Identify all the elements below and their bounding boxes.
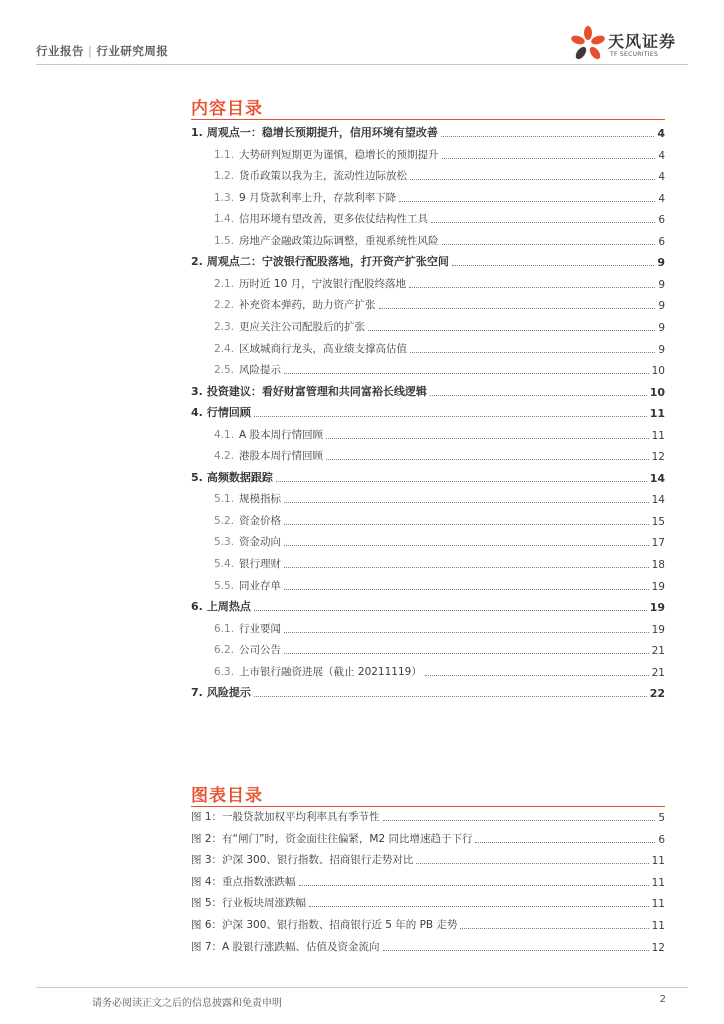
toc-entry-page: 15 [651,515,665,528]
toc-entry-number: 6.2. [214,644,235,657]
toc-entry-label [214,534,281,549]
toc-entry-text: 行情回顾 [206,406,251,420]
toc-entry-label [214,319,365,334]
toc-entry-text: 公司公告 [239,644,282,657]
toc-entry-number: 6.3. [214,665,235,678]
toc-entry-text: 房地产金融政策边际调整，重视系统性风险 [239,234,439,247]
toc-entry-number: 1.4. [214,213,235,226]
page-number: 2 [659,994,666,1005]
toc-section-entry[interactable] [214,232,665,248]
figure-entry-text: 图 3：沪深 300、银行指数、招商银行走势对比 [191,854,414,867]
toc-section-entry[interactable] [214,340,665,356]
figure-leader-dots [475,842,655,843]
toc-leader-dots [284,545,649,546]
figure-entry-text: 图 6：沪深 300、银行指数、招商银行近 5 年的 PB 走势 [191,919,458,931]
toc-entry-text: 货币政策以我为主，流动性边际放松 [239,170,408,183]
figure-leader-dots [383,820,656,821]
toc-entry-number: 1.1. [214,148,235,161]
logo-english-name: TF SECURITIES [610,51,659,58]
figure-leader-dots [299,885,649,886]
toc-entry-page: 17 [651,537,665,550]
toc-leader-dots [425,675,649,676]
toc-entry-text: 大势研判短期更为谨慎，稳增长的预期提升 [239,148,439,161]
figure-list-entry[interactable] [191,830,665,846]
toc-entry-number: 7. [191,686,203,700]
toc-entry-label [214,642,281,657]
header-breadcrumb [36,43,168,59]
toc-entry-label [214,168,407,183]
figure-leader-dots [460,928,648,929]
toc-entry-page: 9 [658,343,665,356]
toc-entry-number: 5.5. [214,579,235,592]
toc-section-entry[interactable] [214,663,665,679]
toc-entry-text: 资金价格 [239,514,282,527]
footer-disclaimer: 请务必阅读正文之后的信息披露和免责申明 [92,998,282,1009]
toc-section-entry[interactable] [214,447,665,463]
toc-leader-dots [284,632,649,633]
toc-entry-label [214,211,428,226]
toc-entry-label [214,491,281,506]
toc-entry-text: 高频数据跟踪 [206,470,273,484]
toc-entry-label [191,383,427,399]
toc-section-entry[interactable] [214,533,665,549]
toc-entry-label [214,190,396,205]
figure-entry-page: 11 [651,876,665,889]
figure-entry-page: 6 [658,833,665,846]
toc-entry-page: 6 [658,235,665,248]
toc-entry-label [214,556,281,571]
toc-entry-page: 19 [651,580,665,593]
toc-entry-page: 18 [651,559,665,571]
report-subtype: 行业研究周报 [96,44,169,58]
toc-entry-page: 10 [649,385,665,399]
toc-entry-page: 4 [658,171,665,184]
figure-leader-dots [416,863,648,864]
contents-title-rule [191,119,665,120]
toc-entry-text: 周观点二：宁波银行配股落地，打开资产扩张空间 [206,255,449,269]
toc-entry-page: 4 [658,149,665,162]
toc-entry-number: 5. [191,470,203,484]
toc-entry-number: 3. [191,384,203,398]
figure-entry-page: 11 [651,920,665,932]
toc-entry-text: 港股本周行情回顾 [239,450,324,463]
toc-entry-text: A 股本周行情回顾 [239,428,324,441]
toc-entry-number: 2.4. [214,342,235,355]
toc-entry-text: 同业存单 [239,579,282,592]
toc-leader-dots [326,459,649,460]
figure-entry-text: 图 4：重点指数涨跌幅 [191,875,296,888]
toc-entry-label [214,578,281,593]
toc-entry-text: 上市银行融资进展（截止 20211119） [239,665,422,678]
toc-entry-label [214,297,376,312]
toc-entry-page: 14 [649,471,665,485]
figure-list-entry[interactable] [191,873,665,889]
toc-entry-label [214,513,281,528]
header-divider-line [36,64,688,65]
toc-entry-number: 5.1. [214,493,235,506]
toc-leader-dots [326,438,649,439]
toc-entry-number: 5.4. [214,558,235,570]
toc-entry-number: 6.1. [214,622,235,635]
toc-leader-dots [284,589,649,590]
figure-entry-page: 11 [651,898,665,911]
toc-leader-dots [410,179,655,180]
toc-leader-dots [409,287,655,288]
toc-leader-dots [254,610,647,611]
toc-entry-page: 9 [658,300,665,313]
figure-leader-dots [309,906,649,907]
toc-leader-dots [284,653,649,654]
toc-entry-page: 14 [651,494,665,507]
toc-leader-dots [430,395,647,396]
toc-leader-dots [254,416,647,417]
figures-title-rule [191,806,665,807]
toc-entry-label [191,598,251,614]
toc-entry-page: 9 [657,256,665,270]
toc-entry-number: 5.2. [214,514,235,527]
toc-chapter-entry[interactable] [191,253,665,269]
toc-entry-label [191,404,251,420]
figure-entry-page: 12 [651,941,665,954]
toc-entry-label [214,448,323,463]
toc-chapter-entry[interactable] [191,684,665,700]
toc-entry-number: 1. [191,126,203,139]
figure-list-entry[interactable] [191,916,665,932]
toc-section-entry[interactable] [214,641,665,657]
logo-chinese-name: 天风证券 [608,32,677,51]
toc-entry-page: 11 [651,429,665,442]
toc-leader-dots [441,136,655,137]
toc-entry-label [214,147,439,162]
toc-entry-number: 4.1. [214,428,235,441]
toc-entry-number: 5.3. [214,536,235,549]
header-divider: | [88,44,93,58]
toc-chapter-entry[interactable] [191,469,665,485]
toc-entry-text: 银行理财 [239,558,282,570]
toc-entry-text: 规模指标 [239,493,282,506]
report-type: 行业报告 [36,44,84,58]
figure-entry-text: 图 5：行业板块周涨跌幅 [191,897,307,910]
toc-entry-label [191,124,438,140]
toc-section-entry[interactable] [214,555,665,571]
footer-divider-line [36,987,688,988]
toc-chapter-entry[interactable] [191,598,665,614]
toc-section-entry[interactable] [214,146,665,162]
toc-leader-dots [379,308,656,309]
toc-entry-label [214,233,439,248]
figure-entry-page: 11 [651,855,665,868]
toc-leader-dots [431,222,655,223]
toc-leader-dots [276,481,647,482]
toc-entry-label [214,362,281,377]
toc-section-entry[interactable] [214,296,665,312]
toc-entry-label [214,276,406,291]
toc-entry-number: 1.3. [214,191,235,204]
toc-entry-page: 9 [658,321,665,334]
toc-entry-label [191,253,449,269]
toc-chapter-entry[interactable] [191,383,665,399]
toc-section-entry[interactable] [214,318,665,334]
toc-entry-page: 19 [651,623,665,636]
toc-leader-dots [284,502,649,503]
toc-entry-number: 1.2. [214,170,235,183]
toc-entry-label [191,469,273,485]
toc-entry-page: 12 [651,451,665,464]
toc-section-entry[interactable] [214,167,665,183]
toc-leader-dots [442,158,656,159]
figures-title: 图表目录 [191,786,263,806]
toc-entry-page: 9 [658,278,665,291]
toc-entry-text: 风险提示 [239,364,282,377]
toc-leader-dots [284,524,649,525]
toc-entry-text: 信用环境有望改善，更多依仗结构性工具 [239,213,429,226]
toc-entry-page: 11 [649,407,665,421]
toc-entry-text: 历时近 10 月，宁波银行配股终落地 [239,277,407,290]
toc-entry-page: 4 [657,127,665,140]
toc-section-entry[interactable] [214,426,665,442]
toc-entry-text: 更应关注公司配股后的扩张 [239,320,366,333]
toc-entry-text: 资金动向 [239,536,282,549]
toc-entry-text: 行业要闻 [239,622,282,635]
toc-entry-page: 10 [651,365,665,378]
toc-entry-page: 4 [658,192,665,205]
figure-list-entry[interactable] [191,894,665,910]
toc-leader-dots [399,201,655,202]
toc-entry-label [214,621,281,636]
toc-entry-page: 21 [651,666,665,679]
toc-entry-text: 投资建议：看好财富管理和共同富裕长线逻辑 [206,384,427,398]
toc-entry-number: 1.5. [214,234,235,247]
toc-section-entry[interactable] [214,189,665,205]
figure-entry-text: 图 1：一般贷款加权平均利率具有季节性 [191,811,380,823]
toc-entry-number: 4.2. [214,450,235,463]
toc-section-entry[interactable] [214,620,665,636]
figure-list-entry[interactable] [191,851,665,867]
toc-entry-label [214,341,407,356]
toc-leader-dots [284,373,649,374]
toc-section-entry[interactable] [214,512,665,528]
toc-entry-number: 6. [191,600,203,614]
toc-entry-text: 周观点一：稳增长预期提升，信用环境有望改善 [206,126,438,139]
toc-section-entry[interactable] [214,361,665,377]
toc-entry-label [191,684,251,700]
toc-entry-text: 风险提示 [206,686,251,700]
toc-entry-label [214,427,323,442]
figure-leader-dots [383,950,649,951]
toc-entry-number: 2.5. [214,364,235,377]
figure-entry-page: 5 [658,812,665,824]
toc-leader-dots [452,265,655,266]
toc-entry-text: 区域城商行龙头，高业绩支撑高估值 [239,342,408,355]
figure-list-entry[interactable] [191,808,665,824]
toc-section-entry[interactable] [214,577,665,593]
toc-chapter-entry[interactable] [191,404,665,420]
figure-entry-text: 图 7：A 股银行涨跌幅、估值及资金流向 [191,940,380,953]
toc-leader-dots [442,244,656,245]
toc-entry-number: 2.1. [214,277,235,290]
toc-entry-text: 上周热点 [206,600,251,614]
toc-leader-dots [284,567,649,568]
toc-entry-label [214,664,422,679]
toc-entry-number: 2.2. [214,299,235,312]
figure-entry-text: 图 2：有“闸门”时，资金面往往偏紧，M2 同比增速趋于下行 [191,832,473,845]
toc-entry-number: 2.3. [214,320,235,333]
figure-list-entry[interactable] [191,938,665,954]
toc-entry-number: 2. [191,255,203,269]
toc-section-entry[interactable] [214,210,665,226]
toc-leader-dots [410,352,655,353]
toc-chapter-entry[interactable] [191,124,665,140]
toc-entry-page: 19 [649,601,665,615]
toc-entry-page: 6 [658,214,665,227]
toc-entry-text: 9 月贷款利率上升，存款利率下降 [239,191,397,204]
toc-entry-page: 22 [649,687,665,701]
toc-entry-text: 补充资本弹药，助力资产扩张 [239,299,376,312]
toc-leader-dots [254,696,647,697]
toc-leader-dots [368,330,655,331]
toc-entry-page: 21 [651,645,665,658]
toc-entry-number: 4. [191,406,203,420]
toc-section-entry[interactable] [214,275,665,291]
toc-section-entry[interactable] [214,490,665,506]
contents-title: 内容目录 [191,99,263,119]
